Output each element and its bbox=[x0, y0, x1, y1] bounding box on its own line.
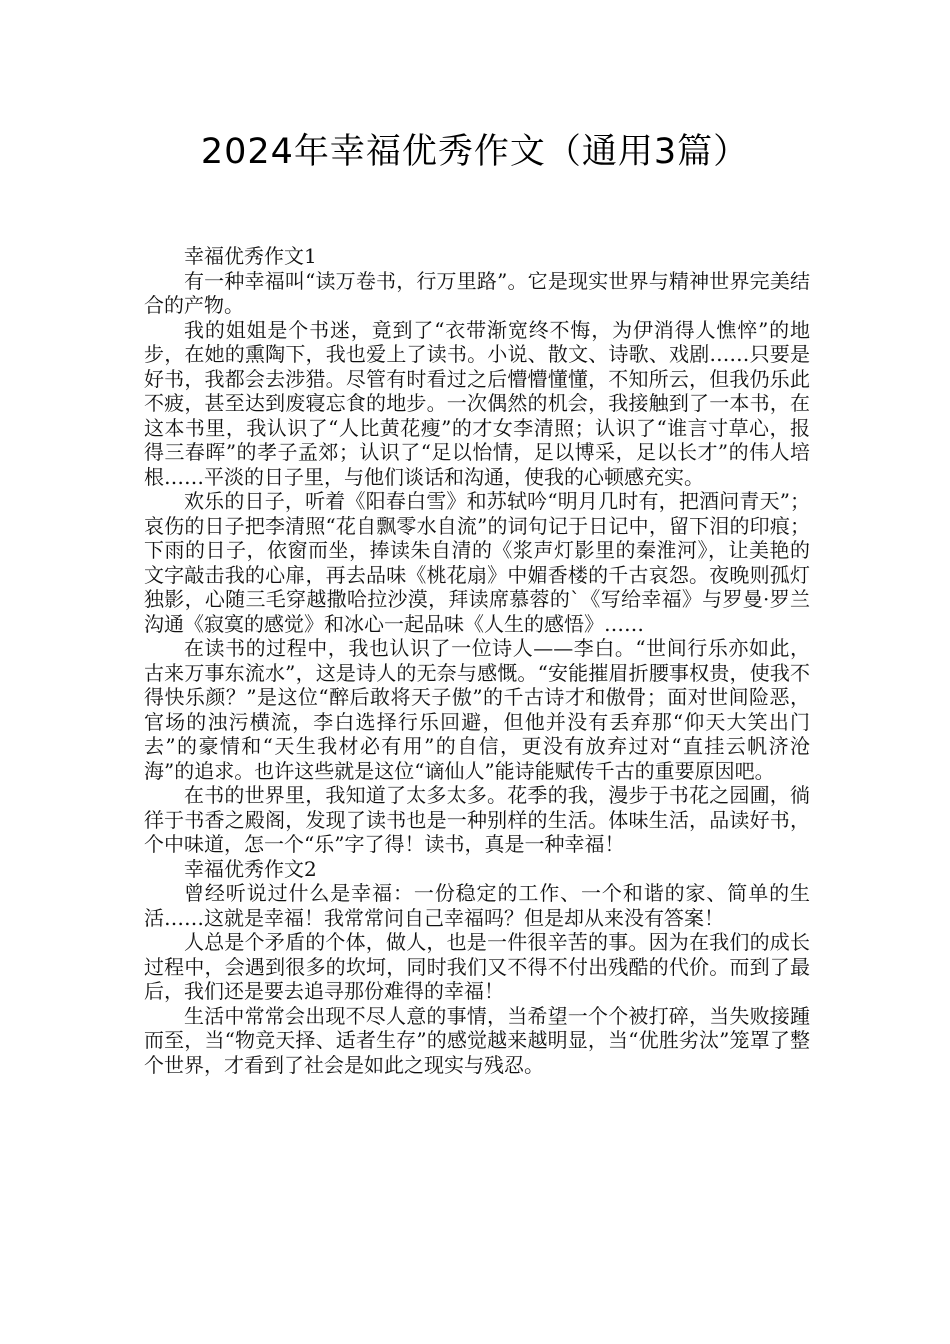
essay-heading-1: 幸福优秀作文1 bbox=[184, 244, 317, 268]
paragraph: 欢乐的日子，听着《阳春白雪》和苏轼吟“明月几时有，把酒问青天”；哀伤的日子把李清照“花自飘零水自流”的词句记于日记中，留下泪的印痕；下雨的日子，依窗而坐，捧读朱自清的《浆声灯影里的秦淮河》，让美艳的文字敲击我的心扉，再去品味《桃花扇》中媚香楼的千古哀怨。夜晚则孤灯独影，心随三毛穿越撒哈拉沙漠，拜读席慕蓉的`《写给幸福》与罗曼·罗兰沟通《寂寞的感觉》和冰心一起品味《人生的感悟》…… bbox=[144, 489, 810, 636]
paragraph: 曾经听说过什么是幸福：一份稳定的工作、一个和谐的家、简单的生活……这就是幸福！我常常问自己幸福吗？但是却从来没有答案！ bbox=[144, 881, 810, 930]
document-body bbox=[144, 244, 810, 1077]
paragraph: 在读书的过程中，我也认识了一位诗人——李白。“世间行乐亦如此，古来万事东流水”，这是诗人的无奈与感慨。“安能摧眉折腰事权贵，使我不得快乐颜？”是这位“醉后敢将天子傲”的千古诗才和傲骨；面对世间险恶，官场的浊污横流，李白选择行乐回避，但他并没有丢弃那“仰天大笑出门去”的豪情和“天生我材必有用”的自信，更没有放弃过对“直挂云帆济沧海”的追求。也许这些就是这位“谪仙人”能诗能赋传千古的重要原因吧。 bbox=[144, 636, 810, 783]
paragraph: 人总是个矛盾的个体，做人，也是一件很辛苦的事。因为在我们的成长过程中，会遇到很多的坎坷，同时我们又不得不付出残酷的代价。而到了最后，我们还是要去追寻那份难得的幸福！ bbox=[144, 930, 810, 1003]
paragraph: 生活中常常会出现不尽人意的事情，当希望一个个被打碎，当失败接踵而至，当“物竞天择、适者生存”的感觉越来越明显，当“优胜劣汰”笼罩了整个世界，才看到了社会是如此之现实与残忍。 bbox=[144, 1003, 810, 1077]
document-title: 2024年幸福优秀作文（通用3篇） bbox=[200, 132, 750, 172]
paragraph: 在书的世界里，我知道了太多太多。花季的我，漫步于书花之园圃，徜徉于书香之殿阁，发现了读书也是一种别样的生活。体味生活，品读好书，个中味道，怎一个“乐”字了得！读书，真是一种幸福！ bbox=[144, 783, 810, 856]
paragraph: 我的姐姐是个书迷，竟到了“衣带渐宽终不悔，为伊消得人憔悴”的地步，在她的熏陶下，我也爱上了读书。小说、散文、诗歌、戏剧……只要是好书，我都会去涉猎。尽管有时看过之后懵懵懂懂，不知所云，但我仍乐此不疲，甚至达到废寝忘食的地步。一次偶然的机会，我接触到了一本书，在这本书里，我认识了“人比黄花瘦”的才女李清照；认识了“谁言寸草心，报得三春晖”的孝子孟郊；认识了“足以怡情，足以博采，足以长才”的伟人培根……平淡的日子里，与他们谈话和沟通，使我的心顿感充实。 bbox=[144, 317, 810, 489]
paragraph: 有一种幸福叫“读万卷书，行万里路”。它是现实世界与精神世界完美结合的产物。 bbox=[144, 268, 810, 317]
essay-heading-2: 幸福优秀作文2 bbox=[184, 856, 317, 881]
